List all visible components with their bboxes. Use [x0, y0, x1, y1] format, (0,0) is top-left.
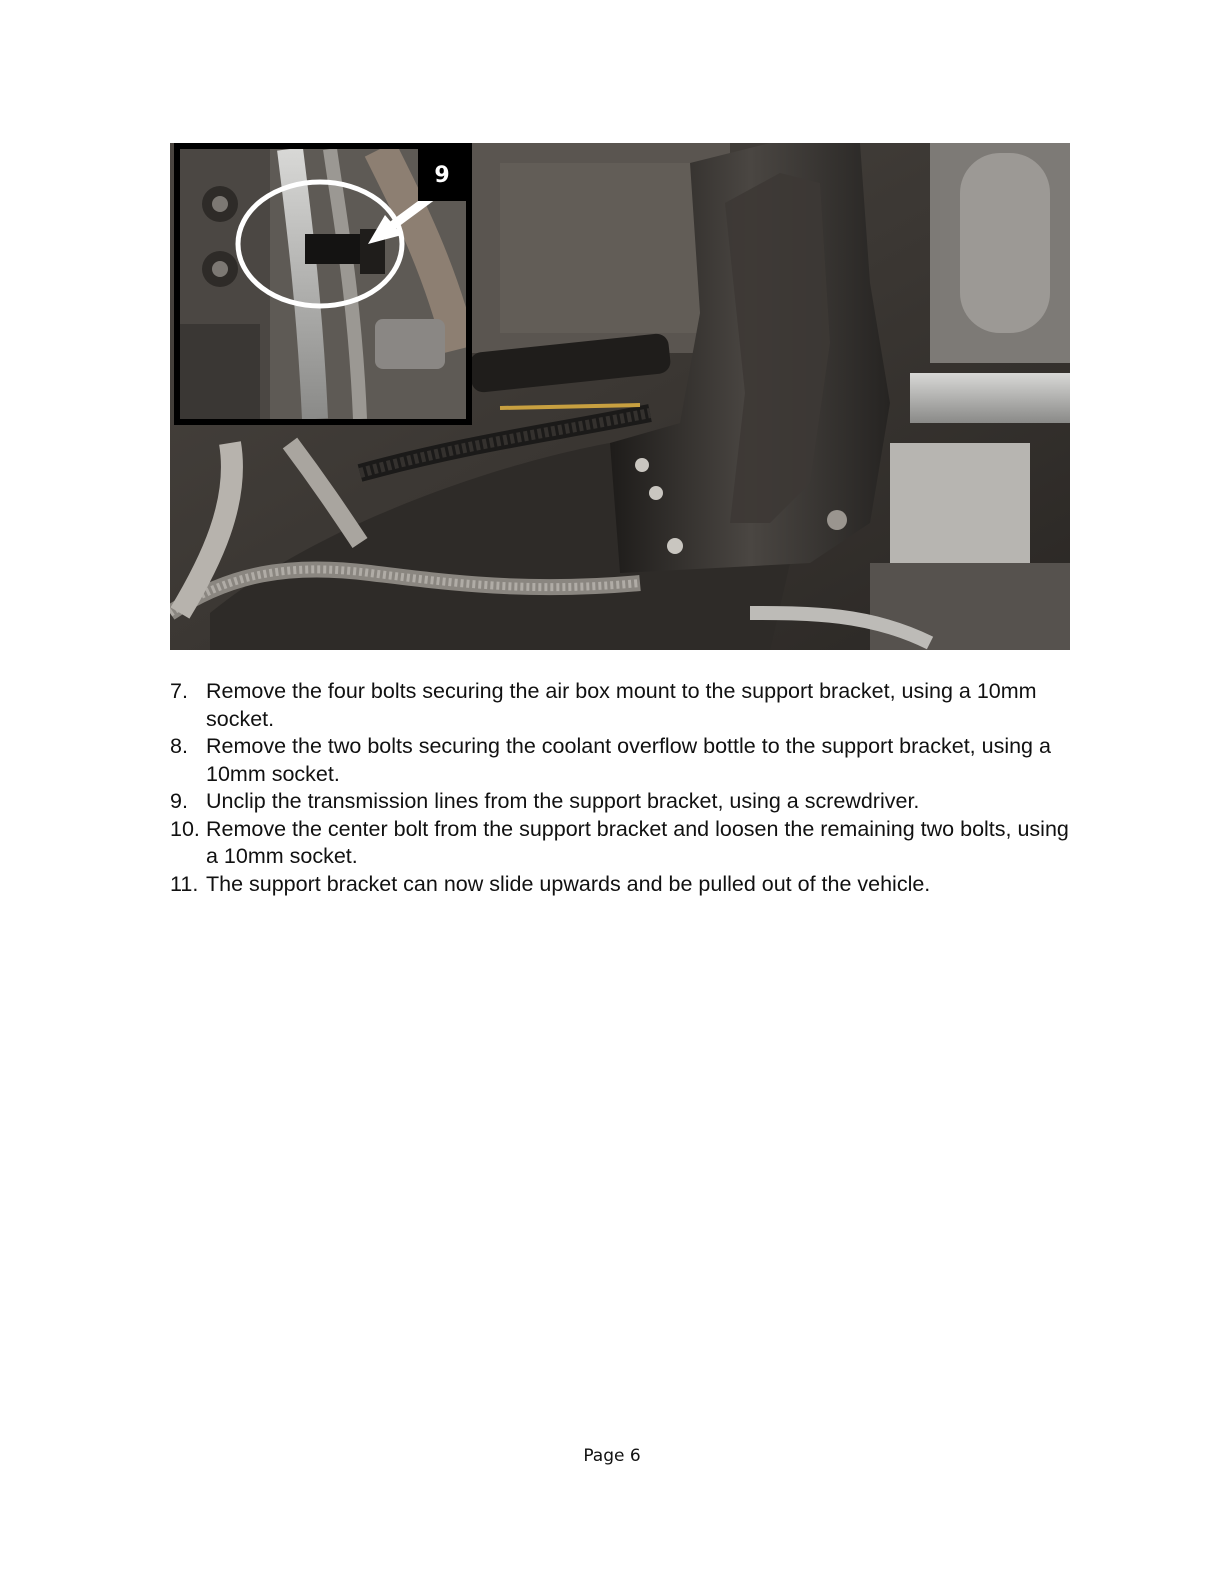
list-item [170, 816, 1070, 871]
step-text: The support bracket can now slide upwards and be pulled out of the vehicle. [206, 871, 931, 896]
step-number: 8. [170, 734, 188, 758]
step-number: 11. [170, 871, 199, 896]
engine-bay-photo [170, 143, 1070, 650]
step-text: Remove the center bolt from the support bracket and loosen the remaining two bolts, using a 10mm socket. [206, 816, 1069, 868]
list-item [170, 871, 1070, 899]
step-number: 7. [170, 679, 188, 703]
list-item [170, 678, 1070, 733]
list-item [170, 788, 1070, 816]
step-callout-badge: 9 [418, 149, 466, 201]
step-text: Unclip the transmission lines from the support bracket, using a screwdriver. [206, 789, 920, 813]
instruction-steps [170, 678, 1070, 898]
step-number: 9. [170, 789, 188, 813]
step-number: 10. [170, 816, 200, 841]
step-text: Remove the two bolts securing the coolant overflow bottle to the support bracket, using a 10mm socket. [206, 734, 1051, 786]
list-item [170, 733, 1070, 788]
step-text: Remove the four bolts securing the air box mount to the support bracket, using a 10mm socket. [206, 679, 1037, 731]
detail-inset [174, 143, 472, 425]
page-number: Page 6 [583, 1446, 641, 1466]
